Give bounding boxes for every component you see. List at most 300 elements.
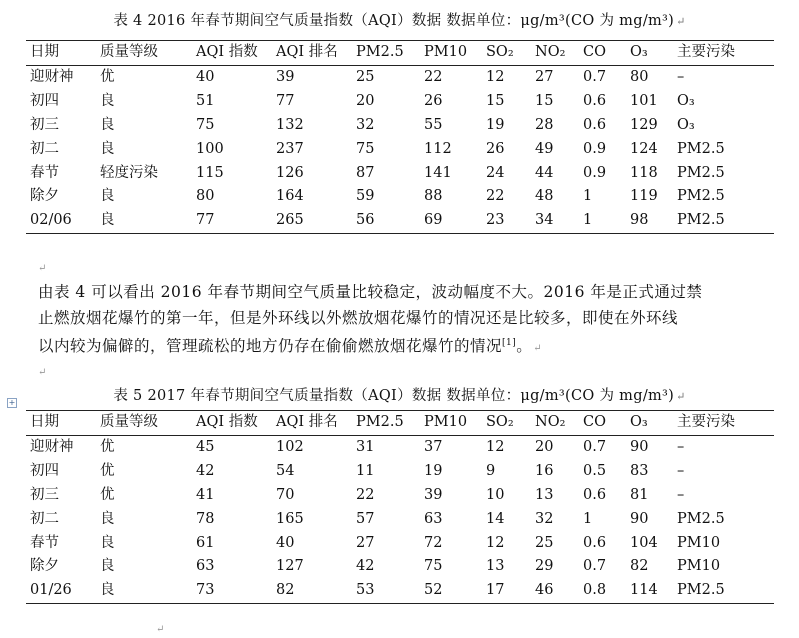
cell-value: 81 — [630, 486, 649, 503]
table-row — [26, 209, 774, 233]
table-cell — [482, 508, 531, 532]
column-header-label: 质量等级 — [100, 414, 158, 430]
table-cell — [352, 484, 420, 508]
cell-value: 22 — [356, 486, 375, 503]
table-cell — [420, 555, 482, 579]
table-cell — [192, 114, 272, 138]
table-cell — [482, 114, 531, 138]
table-cell — [579, 138, 626, 162]
table-row — [26, 185, 774, 209]
table-cell — [420, 185, 482, 209]
table-row — [26, 555, 774, 579]
cell-value: 52 — [424, 582, 443, 599]
table-cell — [482, 185, 531, 209]
cell-value: PM2.5 — [677, 510, 725, 527]
cell-value: 119 — [630, 188, 658, 205]
cell-value: 126 — [276, 164, 304, 181]
table-row — [26, 162, 774, 186]
table-cell — [96, 162, 192, 186]
table-cell — [579, 532, 626, 556]
table-cell — [272, 508, 352, 532]
table-cell — [272, 162, 352, 186]
column-header-label: NO₂ — [535, 414, 566, 430]
cell-value: 12 — [486, 68, 505, 85]
cell-value: 49 — [535, 140, 554, 157]
table-cell — [26, 579, 96, 603]
cell-value: 82 — [630, 558, 649, 575]
cell-value: 20 — [535, 438, 554, 455]
cell-value: 迎财神 — [30, 438, 74, 455]
table-cell — [272, 555, 352, 579]
table-cell — [352, 532, 420, 556]
column-header-label: AQI 指数 — [196, 414, 258, 430]
table-cell — [673, 555, 774, 579]
column-header — [96, 411, 192, 436]
cell-value: 63 — [196, 558, 215, 575]
cell-value: 初二 — [30, 140, 59, 157]
cell-value: 26 — [486, 140, 505, 157]
cell-value: 良 — [100, 582, 115, 599]
column-header-label: 主要污染 — [677, 44, 735, 60]
column-header-label: 日期 — [30, 44, 59, 60]
cell-value: 良 — [100, 140, 115, 157]
table-cell — [192, 508, 272, 532]
return-mark-icon: ↵ — [676, 390, 686, 403]
cell-value: 48 — [535, 188, 554, 205]
cell-value: 16 — [535, 462, 554, 479]
table-cell — [272, 65, 352, 89]
table-cell — [626, 484, 673, 508]
table-cell — [626, 460, 673, 484]
cell-value: 165 — [276, 510, 304, 527]
cell-value: 37 — [424, 438, 443, 455]
table-cell — [626, 209, 673, 233]
table-cell — [531, 555, 579, 579]
table-cell — [626, 65, 673, 89]
column-header-label: AQI 排名 — [276, 414, 338, 430]
column-header-label: 日期 — [30, 414, 59, 430]
citation-ref[interactable]: [1] — [502, 338, 517, 348]
body-paragraph — [38, 280, 783, 362]
table-cell — [192, 579, 272, 603]
cell-value: – — [677, 462, 685, 479]
table-move-handle-icon[interactable]: + — [8, 398, 16, 407]
cell-value: 90 — [630, 510, 649, 527]
cell-value: 164 — [276, 188, 304, 205]
table4-caption-text: 表 4 2016 年春节期间空气质量指数（AQI）数据 数据单位：μg/m³(CO 为 mg/m³) — [113, 13, 675, 29]
cell-value: 良 — [100, 116, 115, 133]
table-cell — [96, 114, 192, 138]
cell-value: 23 — [486, 212, 505, 229]
column-header-label: O₃ — [630, 414, 648, 430]
table-cell — [482, 162, 531, 186]
cell-value: 80 — [630, 68, 649, 85]
table-cell — [531, 532, 579, 556]
cell-value: PM2.5 — [677, 140, 725, 157]
table-cell — [626, 555, 673, 579]
table-cell — [192, 185, 272, 209]
return-mark-icon: ↵ — [38, 263, 47, 274]
cell-value: 124 — [630, 140, 658, 157]
cell-value: 12 — [486, 534, 505, 551]
table-cell — [352, 162, 420, 186]
table-cell — [626, 138, 673, 162]
cell-value: 29 — [535, 558, 554, 575]
cell-value: 77 — [276, 92, 295, 109]
cell-value: 0.5 — [583, 462, 607, 479]
column-header — [482, 411, 531, 436]
column-header-label: SO₂ — [486, 44, 514, 60]
table-cell — [673, 65, 774, 89]
cell-value: 0.6 — [583, 92, 607, 109]
table-cell — [420, 162, 482, 186]
cell-value: 100 — [196, 140, 224, 157]
table-cell — [96, 209, 192, 233]
return-mark-icon: ↵ — [533, 343, 543, 355]
table-row — [26, 460, 774, 484]
table-cell — [482, 532, 531, 556]
cell-value: 9 — [486, 462, 496, 479]
column-header — [673, 411, 774, 436]
table-cell — [579, 435, 626, 459]
cell-value: 初四 — [30, 92, 59, 109]
paragraph-line-last — [38, 331, 783, 362]
cell-value: 优 — [100, 68, 115, 85]
table-cell — [531, 162, 579, 186]
cell-value: 57 — [356, 510, 375, 527]
table-cell — [26, 484, 96, 508]
return-mark-icon: ↵ — [38, 367, 47, 378]
cell-value: 初四 — [30, 462, 59, 479]
column-header — [626, 411, 673, 436]
table-row — [26, 508, 774, 532]
table-cell — [352, 138, 420, 162]
cell-value: 除夕 — [30, 558, 59, 575]
cell-value: 19 — [424, 462, 443, 479]
cell-value: 良 — [100, 510, 115, 527]
table-cell — [420, 90, 482, 114]
column-header-label: AQI 指数 — [196, 44, 258, 60]
table-cell — [272, 185, 352, 209]
cell-value: 69 — [424, 212, 443, 229]
table-cell — [26, 508, 96, 532]
column-header — [272, 41, 352, 66]
cell-value: 112 — [424, 140, 452, 157]
column-header — [626, 41, 673, 66]
return-mark-icon: ↵ — [156, 624, 165, 635]
cell-value: 28 — [535, 116, 554, 133]
table-cell — [482, 555, 531, 579]
table-cell — [626, 90, 673, 114]
table-cell — [579, 209, 626, 233]
column-header-label: SO₂ — [486, 414, 514, 430]
cell-value: 除夕 — [30, 188, 59, 205]
column-header — [420, 411, 482, 436]
column-header-label: NO₂ — [535, 44, 566, 60]
table-cell — [531, 114, 579, 138]
cell-value: 1 — [583, 188, 593, 205]
table-cell — [192, 484, 272, 508]
table-cell — [420, 484, 482, 508]
cell-value: 90 — [630, 438, 649, 455]
table-cell — [26, 435, 96, 459]
table-cell — [352, 460, 420, 484]
table-cell — [420, 508, 482, 532]
table-cell — [192, 162, 272, 186]
column-header-label: 主要污染 — [677, 414, 735, 430]
column-header — [531, 41, 579, 66]
cell-value: 02/06 — [30, 212, 72, 229]
column-header — [673, 41, 774, 66]
table-cell — [531, 508, 579, 532]
cell-value: 115 — [196, 164, 224, 181]
cell-value: 11 — [356, 462, 375, 479]
table-cell — [626, 579, 673, 603]
table-row — [26, 484, 774, 508]
table5 — [26, 410, 774, 604]
cell-value: 25 — [356, 68, 375, 85]
table-cell — [673, 90, 774, 114]
cell-value: 34 — [535, 212, 554, 229]
cell-value: 40 — [196, 68, 215, 85]
cell-value: 237 — [276, 140, 304, 157]
cell-value: 27 — [356, 534, 375, 551]
table-cell — [352, 65, 420, 89]
cell-value: 迎财神 — [30, 68, 74, 85]
table-cell — [192, 435, 272, 459]
table-cell — [96, 435, 192, 459]
table-cell — [626, 508, 673, 532]
table-cell — [272, 209, 352, 233]
table-cell — [420, 65, 482, 89]
table-row — [26, 65, 774, 89]
table-cell — [579, 185, 626, 209]
table-cell — [579, 162, 626, 186]
cell-value: 72 — [424, 534, 443, 551]
table-cell — [96, 185, 192, 209]
cell-value: 17 — [486, 582, 505, 599]
table-cell — [531, 484, 579, 508]
table-cell — [420, 579, 482, 603]
cell-value: 22 — [424, 68, 443, 85]
table-cell — [192, 555, 272, 579]
table-cell — [482, 579, 531, 603]
cell-value: 春节 — [30, 534, 59, 551]
cell-value: 01/26 — [30, 582, 72, 599]
cell-value: 0.6 — [583, 534, 607, 551]
cell-value: PM2.5 — [677, 212, 725, 229]
table-row — [26, 114, 774, 138]
table-cell — [192, 138, 272, 162]
column-header-label: PM10 — [424, 44, 468, 60]
table-cell — [579, 114, 626, 138]
table-cell — [579, 555, 626, 579]
table-cell — [96, 460, 192, 484]
table-cell — [579, 508, 626, 532]
cell-value: 39 — [424, 486, 443, 503]
table-cell — [272, 138, 352, 162]
column-header — [482, 41, 531, 66]
table4-caption — [0, 9, 799, 30]
cell-value: 春节 — [30, 164, 59, 181]
column-header-label: PM2.5 — [356, 44, 404, 60]
table-cell — [26, 185, 96, 209]
table-cell — [26, 138, 96, 162]
cell-value: 良 — [100, 92, 115, 109]
table-cell — [420, 114, 482, 138]
cell-value: 42 — [196, 462, 215, 479]
table-cell — [352, 508, 420, 532]
table-cell — [96, 579, 192, 603]
cell-value: 75 — [424, 558, 443, 575]
cell-value: 25 — [535, 534, 554, 551]
column-header — [96, 41, 192, 66]
cell-value: 44 — [535, 164, 554, 181]
table-cell — [626, 435, 673, 459]
cell-value: 80 — [196, 188, 215, 205]
table-cell — [192, 90, 272, 114]
column-header-label: AQI 排名 — [276, 44, 338, 60]
table-cell — [96, 90, 192, 114]
cell-value: 良 — [100, 558, 115, 575]
table-row — [26, 138, 774, 162]
cell-value: 51 — [196, 92, 215, 109]
cell-value: 77 — [196, 212, 215, 229]
column-header-label: PM10 — [424, 414, 468, 430]
return-mark-icon: ↵ — [676, 15, 686, 28]
table-cell — [579, 484, 626, 508]
column-header — [192, 411, 272, 436]
table-cell — [531, 185, 579, 209]
table-cell — [673, 435, 774, 459]
table-cell — [96, 138, 192, 162]
cell-value: 265 — [276, 212, 304, 229]
cell-value: O₃ — [677, 92, 695, 109]
table-cell — [673, 532, 774, 556]
table-row — [26, 579, 774, 603]
table-cell — [482, 65, 531, 89]
cell-value: 82 — [276, 582, 295, 599]
cell-value: 0.8 — [583, 582, 607, 599]
column-header — [272, 411, 352, 436]
cell-value: 1 — [583, 510, 593, 527]
cell-value: 13 — [486, 558, 505, 575]
table-cell — [26, 90, 96, 114]
cell-value: 39 — [276, 68, 295, 85]
table-row — [26, 90, 774, 114]
table-cell — [272, 435, 352, 459]
paragraph-line: 由表 4 可以看出 2016 年春节期间空气质量比较稳定，波动幅度不大。2016 年是正式通过禁 — [38, 283, 703, 301]
table-cell — [352, 114, 420, 138]
cell-value: 14 — [486, 510, 505, 527]
cell-value: 32 — [356, 116, 375, 133]
table-cell — [352, 185, 420, 209]
table-row — [26, 532, 774, 556]
cell-value: 轻度污染 — [100, 164, 158, 181]
table-cell — [352, 555, 420, 579]
table-cell — [420, 138, 482, 162]
column-header — [26, 411, 96, 436]
table-cell — [192, 460, 272, 484]
cell-value: – — [677, 68, 685, 85]
cell-value: 优 — [100, 486, 115, 503]
table-cell — [96, 555, 192, 579]
cell-value: PM2.5 — [677, 582, 725, 599]
cell-value: 22 — [486, 188, 505, 205]
column-header — [531, 411, 579, 436]
table-cell — [482, 138, 531, 162]
table-cell — [96, 532, 192, 556]
cell-value: 41 — [196, 486, 215, 503]
table-cell — [420, 532, 482, 556]
table-cell — [482, 460, 531, 484]
cell-value: – — [677, 438, 685, 455]
cell-value: 良 — [100, 534, 115, 551]
cell-value: 31 — [356, 438, 375, 455]
table-cell — [26, 460, 96, 484]
cell-value: 141 — [424, 164, 452, 181]
cell-value: 114 — [630, 582, 658, 599]
cell-value: – — [677, 486, 685, 503]
table-cell — [26, 209, 96, 233]
cell-value: 78 — [196, 510, 215, 527]
cell-value: PM10 — [677, 558, 721, 575]
cell-value: 54 — [276, 462, 295, 479]
table-cell — [531, 138, 579, 162]
cell-value: 15 — [535, 92, 554, 109]
cell-value: 101 — [630, 92, 658, 109]
cell-value: 19 — [486, 116, 505, 133]
table-cell — [626, 114, 673, 138]
column-header-label: PM2.5 — [356, 414, 404, 430]
column-header — [192, 41, 272, 66]
table4-body — [26, 65, 774, 233]
table-cell — [673, 579, 774, 603]
cell-value: PM2.5 — [677, 188, 725, 205]
table-cell — [531, 65, 579, 89]
cell-value: 良 — [100, 212, 115, 229]
cell-value: 优 — [100, 438, 115, 455]
cell-value: PM10 — [677, 534, 721, 551]
table-cell — [673, 508, 774, 532]
cell-value: 127 — [276, 558, 304, 575]
table-cell — [673, 138, 774, 162]
cell-value: 118 — [630, 164, 658, 181]
table-cell — [352, 435, 420, 459]
cell-value: 良 — [100, 188, 115, 205]
column-header — [352, 41, 420, 66]
table-cell — [96, 484, 192, 508]
table5-header — [26, 411, 774, 436]
cell-value: 20 — [356, 92, 375, 109]
cell-value: 40 — [276, 534, 295, 551]
cell-value: 75 — [196, 116, 215, 133]
column-header-label: 质量等级 — [100, 44, 158, 60]
column-header — [579, 41, 626, 66]
column-header-label: O₃ — [630, 44, 648, 60]
table-cell — [96, 65, 192, 89]
column-header — [420, 41, 482, 66]
table4 — [26, 40, 774, 234]
cell-value: 24 — [486, 164, 505, 181]
cell-value: 0.6 — [583, 116, 607, 133]
table-cell — [579, 460, 626, 484]
table-cell — [482, 209, 531, 233]
table-cell — [272, 579, 352, 603]
table-cell — [482, 435, 531, 459]
table-row — [26, 435, 774, 459]
cell-value: 32 — [535, 510, 554, 527]
